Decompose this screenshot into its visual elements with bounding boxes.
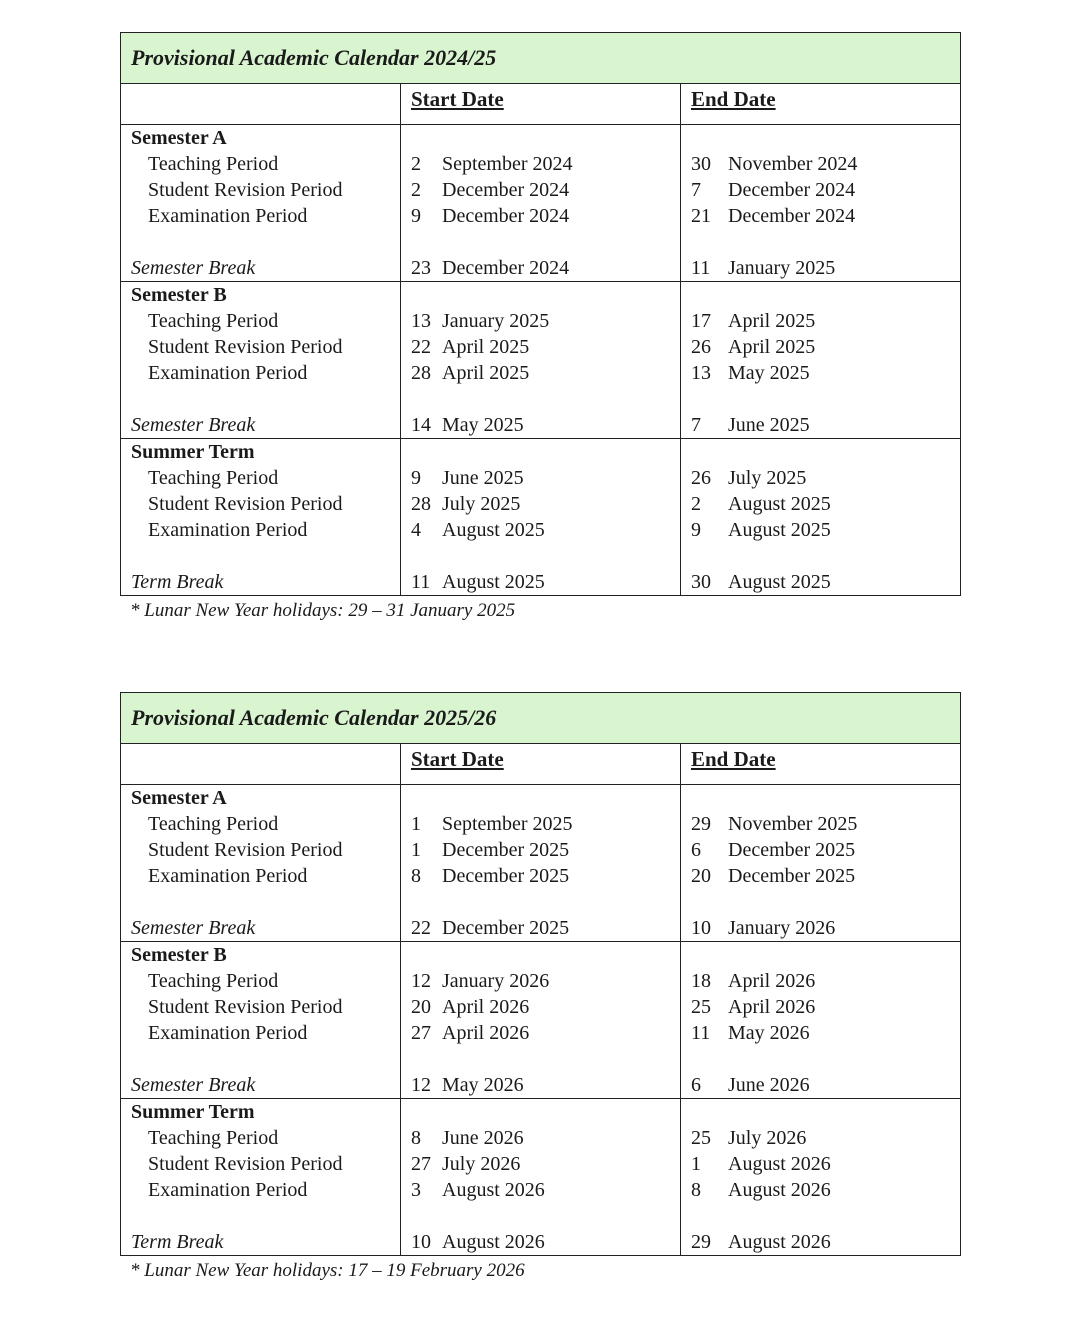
end-date-cell: [681, 125, 961, 282]
end-break-date: [691, 412, 960, 438]
date-day: 2: [411, 153, 421, 175]
date-day: 1: [411, 839, 421, 861]
end-date: [691, 203, 960, 229]
date-day: 2: [691, 493, 701, 515]
start-date-cell: [401, 1099, 681, 1256]
end-date: [691, 1151, 960, 1177]
start-date-cell: [401, 439, 681, 596]
break-label: Term Break: [131, 571, 224, 593]
start-break-date: [411, 1072, 680, 1098]
date-day: 22: [411, 917, 431, 939]
start-date: [411, 1125, 680, 1151]
end-date: [691, 177, 960, 203]
period-label: Teaching Period: [148, 970, 279, 992]
end-date: [691, 517, 960, 543]
date-month: April 2025: [728, 310, 816, 332]
date-month: August 2025: [728, 571, 831, 593]
start-date: [411, 360, 680, 386]
date-month: July 2025: [728, 467, 807, 489]
date-day: 11: [411, 571, 431, 593]
date-day: 1: [691, 1153, 701, 1175]
date-day: 9: [411, 467, 421, 489]
start-date: [411, 837, 680, 863]
start-date-cell: [401, 125, 681, 282]
date-day: 29: [691, 1231, 711, 1253]
break-label: Semester Break: [131, 414, 256, 436]
date-month: May 2025: [442, 414, 524, 436]
date-month: June 2026: [728, 1074, 810, 1096]
period-label: Examination Period: [148, 865, 308, 887]
end-date: [691, 968, 960, 994]
end-date-header: End Date: [681, 84, 961, 125]
date-month: April 2026: [728, 970, 816, 992]
date-day: 13: [411, 310, 431, 332]
date-day: 10: [691, 917, 711, 939]
end-date: [691, 837, 960, 863]
date-day: 7: [691, 179, 701, 201]
end-date-header: End Date: [681, 744, 961, 785]
date-month: June 2025: [442, 467, 524, 489]
date-day: 10: [411, 1231, 431, 1253]
period-label: Student Revision Period: [148, 1153, 343, 1175]
date-month: August 2026: [442, 1179, 545, 1201]
date-month: January 2026: [442, 970, 550, 992]
period-label: Examination Period: [148, 1179, 308, 1201]
period-label: Teaching Period: [148, 1127, 279, 1149]
date-month: April 2025: [442, 336, 530, 358]
break-label: Semester Break: [131, 257, 256, 279]
date-month: December 2025: [442, 917, 570, 939]
end-date: [691, 491, 960, 517]
date-month: June 2025: [728, 414, 810, 436]
start-date-cell: [401, 785, 681, 942]
period-label: Student Revision Period: [148, 493, 343, 515]
date-day: 11: [691, 1022, 711, 1044]
start-date: [411, 177, 680, 203]
date-month: December 2024: [728, 179, 856, 201]
date-day: 20: [411, 996, 431, 1018]
date-day: 25: [691, 996, 711, 1018]
period-label: Teaching Period: [148, 153, 279, 175]
date-day: 13: [691, 362, 711, 384]
start-date: [411, 863, 680, 889]
date-day: 26: [691, 467, 711, 489]
date-day: 27: [411, 1022, 431, 1044]
start-date: [411, 1151, 680, 1177]
end-break-date: [691, 915, 960, 941]
date-month: May 2026: [442, 1074, 524, 1096]
date-day: 7: [691, 414, 701, 436]
date-month: April 2026: [442, 996, 530, 1018]
date-month: May 2026: [728, 1022, 810, 1044]
start-break-date: [411, 412, 680, 438]
section-row: [121, 1099, 961, 1256]
start-date: [411, 203, 680, 229]
date-month: December 2024: [728, 205, 856, 227]
start-date-header: Start Date: [401, 84, 681, 125]
date-day: 14: [411, 414, 431, 436]
section-row: [121, 282, 961, 439]
start-date: [411, 465, 680, 491]
date-day: 11: [691, 257, 711, 279]
start-date-cell: [401, 282, 681, 439]
date-month: August 2025: [442, 571, 545, 593]
start-date: [411, 308, 680, 334]
start-break-date: [411, 915, 680, 941]
date-day: 12: [411, 970, 431, 992]
end-date: [691, 465, 960, 491]
section-labels: [121, 439, 401, 596]
end-break-date: [691, 569, 960, 595]
period-label: Examination Period: [148, 205, 308, 227]
period-label: Examination Period: [148, 519, 308, 541]
end-date-cell: [681, 282, 961, 439]
date-day: 9: [691, 519, 701, 541]
date-day: 27: [411, 1153, 431, 1175]
period-label: Teaching Period: [148, 813, 279, 835]
start-date: [411, 811, 680, 837]
date-day: 18: [691, 970, 711, 992]
calendar-table-2: [120, 692, 960, 1256]
date-day: 25: [691, 1127, 711, 1149]
end-date: [691, 863, 960, 889]
date-month: December 2025: [728, 839, 856, 861]
date-month: August 2025: [728, 493, 831, 515]
date-day: 8: [411, 865, 421, 887]
section-row: [121, 439, 961, 596]
start-date: [411, 1020, 680, 1046]
holiday-note: * Lunar New Year holidays: 17 – 19 February 2026: [130, 1260, 525, 1281]
start-date: [411, 968, 680, 994]
section-labels: [121, 125, 401, 282]
date-month: December 2024: [442, 179, 570, 201]
section-labels: [121, 1099, 401, 1256]
date-day: 26: [691, 336, 711, 358]
date-month: April 2025: [442, 362, 530, 384]
calendar-title: Provisional Academic Calendar 2025/26: [121, 693, 961, 744]
section-name: Semester A: [131, 787, 227, 809]
break-label: Semester Break: [131, 917, 256, 939]
date-day: 12: [411, 1074, 431, 1096]
start-date: [411, 1177, 680, 1203]
date-day: 20: [691, 865, 711, 887]
period-label: Student Revision Period: [148, 839, 343, 861]
date-month: September 2025: [442, 813, 573, 835]
period-label: Student Revision Period: [148, 336, 343, 358]
date-day: 30: [691, 571, 711, 593]
date-day: 23: [411, 257, 431, 279]
date-day: 29: [691, 813, 711, 835]
start-date: [411, 517, 680, 543]
end-date: [691, 1020, 960, 1046]
date-month: November 2024: [728, 153, 858, 175]
period-label: Student Revision Period: [148, 179, 343, 201]
date-day: 21: [691, 205, 711, 227]
start-date: [411, 994, 680, 1020]
section-name: Semester B: [131, 944, 227, 966]
section-name: Semester A: [131, 127, 227, 149]
period-label: Teaching Period: [148, 467, 279, 489]
date-month: August 2026: [442, 1231, 545, 1253]
end-break-date: [691, 255, 960, 281]
date-month: April 2026: [728, 996, 816, 1018]
date-month: January 2025: [728, 257, 836, 279]
section-labels: [121, 942, 401, 1099]
date-month: December 2024: [442, 205, 570, 227]
date-month: September 2024: [442, 153, 573, 175]
date-day: 1: [411, 813, 421, 835]
end-date-cell: [681, 439, 961, 596]
date-month: August 2026: [728, 1179, 831, 1201]
date-month: November 2025: [728, 813, 858, 835]
start-break-date: [411, 255, 680, 281]
date-month: April 2026: [442, 1022, 530, 1044]
date-month: December 2025: [728, 865, 856, 887]
date-day: 22: [411, 336, 431, 358]
start-date: [411, 334, 680, 360]
date-day: 8: [411, 1127, 421, 1149]
end-date: [691, 811, 960, 837]
end-break-date: [691, 1229, 960, 1255]
header-blank-cell: [121, 744, 401, 785]
end-date-cell: [681, 785, 961, 942]
date-month: December 2024: [442, 257, 570, 279]
end-date: [691, 360, 960, 386]
date-month: January 2026: [728, 917, 836, 939]
date-day: 9: [411, 205, 421, 227]
break-label: Term Break: [131, 1231, 224, 1253]
start-date: [411, 491, 680, 517]
header-blank-cell: [121, 84, 401, 125]
date-month: August 2026: [728, 1231, 831, 1253]
date-month: August 2025: [728, 519, 831, 541]
start-date-header: Start Date: [401, 744, 681, 785]
date-month: August 2026: [728, 1153, 831, 1175]
section-row: [121, 942, 961, 1099]
end-date: [691, 1125, 960, 1151]
end-date: [691, 994, 960, 1020]
date-month: December 2025: [442, 865, 570, 887]
date-month: July 2026: [442, 1153, 521, 1175]
period-label: Student Revision Period: [148, 996, 343, 1018]
section-name: Summer Term: [131, 441, 255, 463]
end-date: [691, 151, 960, 177]
start-break-date: [411, 569, 680, 595]
date-month: December 2025: [442, 839, 570, 861]
date-day: 2: [411, 179, 421, 201]
start-date-cell: [401, 942, 681, 1099]
start-date: [411, 151, 680, 177]
calendar-title: Provisional Academic Calendar 2024/25: [121, 33, 961, 84]
calendar-table-1: [120, 32, 960, 596]
section-labels: [121, 785, 401, 942]
date-day: 30: [691, 153, 711, 175]
holiday-note: * Lunar New Year holidays: 29 – 31 January 2025: [130, 600, 516, 621]
date-day: 17: [691, 310, 711, 332]
section-name: Summer Term: [131, 1101, 255, 1123]
break-label: Semester Break: [131, 1074, 256, 1096]
period-label: Examination Period: [148, 1022, 308, 1044]
date-day: 8: [691, 1179, 701, 1201]
date-month: April 2025: [728, 336, 816, 358]
date-day: 6: [691, 1074, 701, 1096]
date-day: 28: [411, 362, 431, 384]
date-day: 3: [411, 1179, 421, 1201]
section-row: [121, 125, 961, 282]
start-break-date: [411, 1229, 680, 1255]
end-break-date: [691, 1072, 960, 1098]
period-label: Teaching Period: [148, 310, 279, 332]
date-month: May 2025: [728, 362, 810, 384]
date-day: 28: [411, 493, 431, 515]
end-date-cell: [681, 942, 961, 1099]
end-date-cell: [681, 1099, 961, 1256]
date-month: July 2026: [728, 1127, 807, 1149]
end-date: [691, 1177, 960, 1203]
date-month: August 2025: [442, 519, 545, 541]
section-row: [121, 785, 961, 942]
period-label: Examination Period: [148, 362, 308, 384]
date-day: 4: [411, 519, 421, 541]
date-month: July 2025: [442, 493, 521, 515]
date-month: January 2025: [442, 310, 550, 332]
date-month: June 2026: [442, 1127, 524, 1149]
end-date: [691, 334, 960, 360]
section-name: Semester B: [131, 284, 227, 306]
date-day: 6: [691, 839, 701, 861]
section-labels: [121, 282, 401, 439]
end-date: [691, 308, 960, 334]
